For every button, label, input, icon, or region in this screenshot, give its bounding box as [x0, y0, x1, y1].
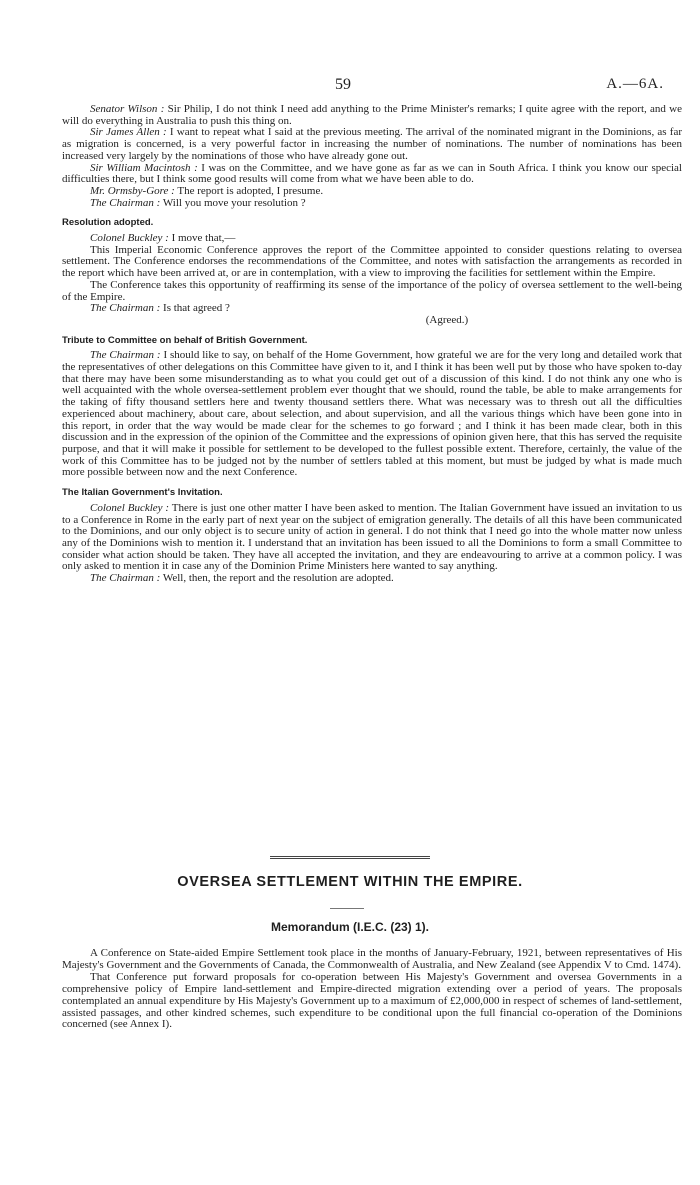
speaker-name: Sir James Allen :: [90, 126, 167, 139]
memorandum-body: [62, 948, 682, 1031]
memorandum-title: Memorandum (I.E.C. (23) 1).: [270, 920, 430, 934]
paragraph-wilson: [62, 104, 682, 127]
speech-text: There is just one other matter I have been asked to mention. The Italian Government have issued an invitation to us to a Conference in Rome in the early part of next year on the subject of emigration generally. The details of all this have been communicated to the Dominions, and our only object is to secure unity of action in general. I do not think that I need go into the whole matter now unless any of the Dominions wish to mention it. I understand that an invitation has been issued to all the Dominions to form a small Committee to consider what action should be taken. They have all accepted the invitation, and they are endeavouring to arrive at a common policy. I was only asked to mention it in case any of the Dominion Prime Ministers here wanted to say anything.: [62, 501, 682, 573]
speaker-name: The Chairman :: [90, 349, 161, 362]
speaker-name: Colonel Buckley :: [90, 501, 170, 514]
paragraph-memo-2: That Conference put forward proposals for co-operation between His Majesty's Government and oversea Governments in a comprehensive policy of Empire land-settlement and Empire-directed migration extending over a period of years. The proposals contemplated an annual expenditure by His Majesty's Government up to a maximum of £2,000,000 in respect of schemes of land-settlement, assisted passages, and other kindred schemes, such expenditure to be conditional upon the full financial co-operation of the Dominions concerned (see Annex I).: [62, 970, 682, 1031]
paragraph-buckley-italian: [62, 503, 682, 573]
paragraph-resolution-1: This Imperial Economic Conference approves the report of the Committee appointed to consider questions relating to oversea settlement. The Conference endorses the recommendations of the Committee, and notes with satisfaction the arrangements as recorded in the report which have been arrived at, or are in contemplation, with a view to improving the facilities for settlement within the Empire.: [62, 243, 682, 280]
speech-text: I should like to say, on behalf of the Home Government, how grateful we are for the very long and detailed work that the representatives of other delegations on this Committee have given to it, and I think it has been well put by those who have spoken to-day that there may have been some misunderstanding as to what you could get out of a discussion of this kind. I do not think any one who is well acquainted with the whole oversea-settlement problem ever thought that we should, round the table, be able to make arrangements for the taking of fifty thousand settlers here and twenty thousand settlers there. What was necessary was to thresh out all the difficulties experienced about machinery, about care, about selection, and about supervision, and all the various things which have been gone into in this report, in order that the way would be made clear for the schemes to go forward ; and I think it has been made clear, both in this discussion and in the expression of the opinion of the Committee and the expressions of opinion given here, that this has served the requisite purpose, and that it will make it possible for settlement to be developed to the fullest possible extent. Therefore, certainly, the value of the work of this Committee has to be judged not by the number of settlers tabled at this moment, but must be judged by what is made much more possible between now and the next Conference.: [62, 349, 682, 479]
agreed-note: (Agreed.): [425, 313, 469, 326]
speaker-name: Sir William Macintosh :: [90, 161, 198, 174]
paragraph-macintosh: [62, 163, 682, 186]
section-title: OVERSEA SETTLEMENT WITHIN THE EMPIRE.: [177, 874, 523, 890]
speaker-name: Mr. Ormsby-Gore :: [90, 184, 175, 197]
speaker-name: Senator Wilson :: [90, 103, 165, 115]
speech-text: Well, then, the report and the resolution are adopted.: [160, 572, 394, 585]
speaker-name: The Chairman :: [90, 302, 161, 315]
speaker-name: The Chairman :: [90, 196, 161, 209]
speech-text: Sir Philip, I do not think I need add anything to the Prime Minister's remarks; I quite agree with the report, and we will do everything in Australia to push this thing on.: [62, 103, 682, 127]
page-header: [0, 76, 700, 96]
speech-text: I want to repeat what I said at the previous meeting. The arrival of the nominated migrant in the Dominions, as far as migration is concerned, is a very powerful factor in increasing the number of nominations. The number of nominations has been increased very largely by the nominations of those who have already gone out.: [62, 126, 682, 162]
page-number: 59: [335, 76, 351, 93]
paragraph-chairman-agreed: [62, 303, 682, 315]
paragraph-chairman-1: [62, 198, 682, 210]
page-reference: A.—6A.: [606, 76, 664, 92]
paragraph-memo-1: A Conference on State-aided Empire Settlement took place in the months of January-February, 1921, between representatives of His Majesty's Government and the Governments of Canada, the Commonwealth of Australia, and New Zealand (see Appendix V to Cmd. 1474).: [62, 947, 682, 971]
paragraph-resolution-2: The Conference takes this opportunity of reaffirming its sense of the importance of the policy of oversea settlement to the well-being of the Empire.: [62, 278, 682, 303]
speech-text: Is that agreed ?: [160, 302, 230, 315]
paragraph-buckley-move: [62, 233, 682, 245]
section-heading-resolution: Resolution adopted.: [62, 217, 154, 229]
section-heading-italian: The Italian Government's Invitation.: [62, 487, 223, 499]
paragraph-chairman-final: [62, 573, 682, 585]
speaker-name: Colonel Buckley :: [90, 232, 169, 245]
speech-text: Will you move your resolution ?: [160, 196, 306, 209]
speech-text: The report is adopted, I presume.: [174, 184, 324, 197]
section-heading-tribute: Tribute to Committee on behalf of British Government.: [62, 334, 308, 346]
speech-text: I move that,—: [168, 232, 236, 245]
speech-text: I was on the Committee, and we have gone as far as we can in South Africa. I think you know our special difficulties there, but I think some good results will come from what we have been able to do.: [62, 161, 682, 186]
section-divider: [0, 846, 700, 864]
paragraph-chairman-tribute: [62, 350, 682, 479]
paragraph-allen: [62, 127, 682, 162]
speaker-name: The Chairman :: [90, 572, 161, 585]
title-rule: [330, 908, 364, 909]
transcript-body: [62, 104, 682, 585]
